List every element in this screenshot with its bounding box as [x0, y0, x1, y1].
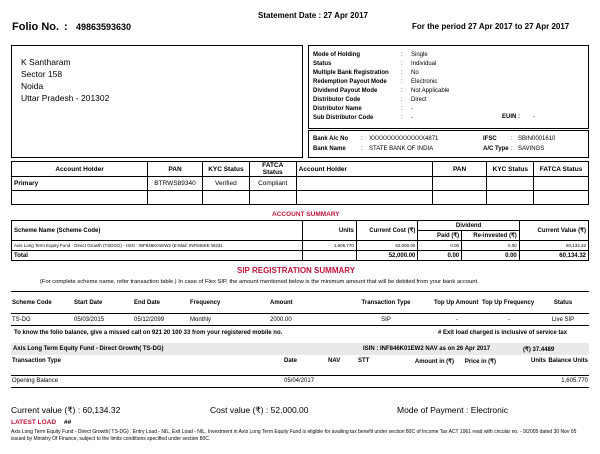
- th-txn-amount: Amount in (₹): [414, 359, 454, 365]
- holding-value: No: [411, 70, 419, 76]
- holding-info-box: [308, 45, 589, 129]
- summary-total-paid: 0.00: [418, 251, 462, 261]
- sip-amount: 2000.00: [270, 316, 292, 323]
- holder-type: Primary: [12, 177, 148, 191]
- ac-type-value: SAVINGS: [518, 146, 545, 152]
- sip-status: Live SIP: [551, 316, 575, 323]
- holding-colon: :: [401, 61, 403, 67]
- table-row: [12, 251, 589, 261]
- th-topup-frequency: Top Up Frequency: [482, 299, 535, 306]
- missed-call-note: To know the folio balance, give a missed call on 921 20 100 33 from your registered mobile no.: [14, 330, 283, 336]
- footnote: Axis Long Term Equity Fund - Direct Growth( TS-DG) : Entry Load - NIL, Exit Load - NIL. Investment in Axis Long Term Equity Fund is eligible for availing tax benefit under section 80C of Income Tax ACT 1961 read with circular no. - 9/2005 dated 30 Nov 05 issued by Ministry Of Finance, subject to the limits conditions specified under section 80C.: [11, 429, 577, 442]
- sip-note: (For complete scheme name, refer transaction table.) In case of Flex SIP, the amount mentioned below is the minimum amount that will be debited from your bank account.: [40, 279, 479, 285]
- account-summary-title: ACCOUNT SUMMARY: [272, 211, 340, 218]
- txn-amount: [403, 375, 455, 387]
- sip-summary-title: SIP REGISTRATION SUMMARY: [237, 266, 356, 275]
- txn-date: 05/04/2017: [284, 378, 315, 384]
- address-line: Uttar Pradesh - 201302: [21, 93, 110, 103]
- holding-info-row: [313, 96, 449, 105]
- address-box: [11, 45, 303, 158]
- ifsc-value: SBIN0001610: [518, 136, 556, 142]
- txn-price: [455, 375, 497, 387]
- folio-colon: :: [64, 21, 68, 33]
- ifsc-label: IFSC: [483, 136, 497, 142]
- summary-units: 1,605.770: [303, 241, 357, 251]
- holder-table: [11, 161, 589, 205]
- holder-kyc: Verified: [202, 177, 249, 191]
- th-frequency: Frequency: [190, 299, 221, 306]
- th-current-value: Current Value (₹): [519, 221, 588, 241]
- holding-value: Electronic: [411, 79, 438, 85]
- sip-scheme-code: TS-DG: [12, 316, 31, 323]
- th-txn-type: Transaction Type: [12, 358, 61, 364]
- holder-pan: BTRWS89340: [148, 177, 203, 191]
- holding-info-table: [313, 51, 449, 123]
- txn-nav: [327, 375, 357, 387]
- address-line: Noida: [21, 81, 44, 91]
- current-value: Current value (₹) : 60,134.32: [11, 405, 121, 415]
- address-line: Sector 158: [21, 69, 63, 79]
- holding-value: Individual: [411, 61, 437, 67]
- holding-value: Single: [411, 52, 428, 58]
- holding-colon: :: [401, 97, 403, 103]
- payment-mode: Mode of Payment : Electronic: [397, 405, 509, 415]
- th-scheme-code: Scheme Code: [12, 299, 52, 306]
- txn-stt: [357, 375, 403, 387]
- folio-label: Folio No.: [12, 21, 60, 33]
- holding-info-row: [313, 114, 449, 123]
- bank-name-label: Bank Name: [313, 146, 346, 152]
- holding-key: Sub Distributor Code: [313, 115, 374, 121]
- exit-load-note: # Exit load charged is inclusive of service tax: [438, 330, 568, 336]
- fund-name: Axis Long Term Equity Fund - Direct Growth( TS-DG): [13, 346, 164, 352]
- holding-value: -: [411, 115, 413, 121]
- th-pan: PAN: [148, 162, 203, 177]
- holding-key: Mode of Holding: [313, 52, 360, 58]
- summary-cost: 52,000.00: [356, 241, 418, 251]
- th-fatca-2: FATCA Status: [534, 162, 589, 177]
- summary-total-value: 60,134.32: [519, 251, 588, 261]
- sip-table: [11, 291, 589, 326]
- summary-total-reinvested: 0.00: [462, 251, 520, 261]
- th-dividend: Dividend: [418, 221, 519, 231]
- th-account-holder-2: Account Holder: [296, 162, 432, 177]
- bank-box: Bank A/c No : XXXXXXXXXXXXXX4871 IFSC : SBIN0001610 Bank Name : STATE BANK OF INDIA A/C Type : SAVINGS: [308, 130, 589, 158]
- bank-ac-label: Bank A/c No: [313, 136, 349, 142]
- th-paid: Paid (₹): [418, 231, 462, 241]
- th-txn-stt: STT: [358, 358, 370, 364]
- holding-colon: :: [401, 106, 403, 112]
- txn-units: [497, 375, 547, 387]
- table-row: [12, 177, 589, 191]
- th-txn-units: Units: [531, 358, 546, 364]
- cost-value: Cost value (₹) : 52,000.00: [210, 405, 309, 415]
- holding-colon: :: [401, 115, 403, 121]
- th-kyc-2: KYC Status: [487, 162, 534, 177]
- holding-key: Dividend Payout Mode: [313, 88, 378, 94]
- txn-type: Opening Balance: [12, 378, 59, 384]
- th-txn-price: Price in (₹): [464, 359, 496, 365]
- holding-info-row: [313, 78, 449, 87]
- account-summary-table: [11, 220, 589, 261]
- euin-value: -: [533, 114, 535, 120]
- th-txn-balance: Balance Units: [548, 358, 588, 364]
- latest-load-label: LATEST LOAD: [11, 419, 57, 426]
- euin-label: EUIN :: [502, 114, 520, 120]
- holding-key: Status: [313, 61, 332, 67]
- fund-nav-value: (₹) 37.4489: [523, 347, 555, 353]
- holding-value: Direct: [411, 97, 427, 103]
- statement-period: For the period 27 Apr 2017 to 27 Apr 2017: [412, 22, 570, 31]
- table-row: [11, 314, 589, 326]
- th-pan-2: PAN: [432, 162, 487, 177]
- holding-info-row: [313, 87, 449, 96]
- holding-key: Redemption Payout Mode: [313, 79, 387, 85]
- sip-topup-frequency: -: [508, 316, 510, 323]
- holding-value: Not Applicable: [411, 88, 450, 94]
- investor-name: K Santharam: [21, 57, 71, 67]
- sip-topup-amount: -: [456, 316, 458, 323]
- th-account-holder: Account Holder: [12, 162, 148, 177]
- th-fatca: FATCA Status: [249, 162, 296, 177]
- holding-colon: :: [401, 70, 403, 76]
- fund-bar: [11, 343, 589, 355]
- holding-info-row: [313, 105, 449, 114]
- summary-total-label: Total: [12, 251, 303, 261]
- address-block: [21, 56, 109, 104]
- sip-end-date: 05/12/2099: [134, 316, 165, 323]
- txn-balance: 1,605.770: [561, 378, 588, 384]
- th-end-date: End Date: [134, 299, 161, 306]
- th-current-cost: Current Cost (₹): [356, 221, 418, 241]
- th-units: Units: [303, 221, 357, 241]
- fund-isin-nav: ISIN : INF846K01EW2 NAV as on 26 Apr 2017: [363, 346, 491, 352]
- th-status: Status: [553, 299, 573, 306]
- holding-key: Distributor Name: [313, 106, 362, 112]
- holder-fatca: Compliant: [249, 177, 296, 191]
- holding-info-row: [313, 69, 449, 78]
- holding-key: Distributor Code: [313, 97, 361, 103]
- th-scheme: Scheme Name (Scheme Code): [12, 221, 303, 241]
- holding-colon: :: [401, 52, 403, 58]
- th-kyc: KYC Status: [202, 162, 249, 177]
- summary-reinvested: 0.00: [462, 241, 520, 251]
- sip-transaction-type: SIP: [381, 316, 391, 323]
- holding-colon: :: [401, 88, 403, 94]
- folio-number: 49863593630: [76, 22, 132, 32]
- table-row: [12, 241, 589, 251]
- summary-scheme: Axis Long Term Equity Fund - Direct Growth (TSDGG) - ISIN : INF846K01EW2 (E-Mail: INF846KE W231: [12, 241, 303, 251]
- th-txn-nav: NAV: [328, 358, 341, 364]
- th-start-date: Start Date: [74, 299, 103, 306]
- latest-load-hash: ##: [64, 419, 72, 426]
- table-row: [11, 375, 589, 387]
- th-reinvested: Re-invested (₹): [462, 231, 520, 241]
- th-txn-date: Date: [284, 358, 298, 364]
- summary-paid: 0.00: [418, 241, 462, 251]
- th-topup-amount: Top Up Amount: [434, 299, 479, 306]
- sip-start-date: 05/03/2015: [74, 316, 105, 323]
- holding-value: -: [411, 106, 413, 112]
- th-transaction-type: Transaction Type: [361, 299, 411, 306]
- ac-type-label: A/C Type: [483, 146, 509, 152]
- transaction-table: [11, 357, 589, 388]
- holding-key: Multiple Bank Registration: [313, 70, 389, 76]
- holding-info-row: [313, 60, 449, 69]
- th-amount: Amount: [270, 299, 293, 306]
- summary-total-cost: 52,000.00: [356, 251, 418, 261]
- sip-frequency: Monthly: [190, 316, 212, 323]
- holding-colon: :: [401, 79, 403, 85]
- holding-info-row: [313, 51, 449, 60]
- bank-name-value: STATE BANK OF INDIA: [369, 146, 434, 152]
- summary-value: 60,134.32: [519, 241, 588, 251]
- bank-ac-value: XXXXXXXXXXXXXX4871: [369, 136, 439, 142]
- statement-date: Statement Date : 27 Apr 2017: [258, 11, 368, 20]
